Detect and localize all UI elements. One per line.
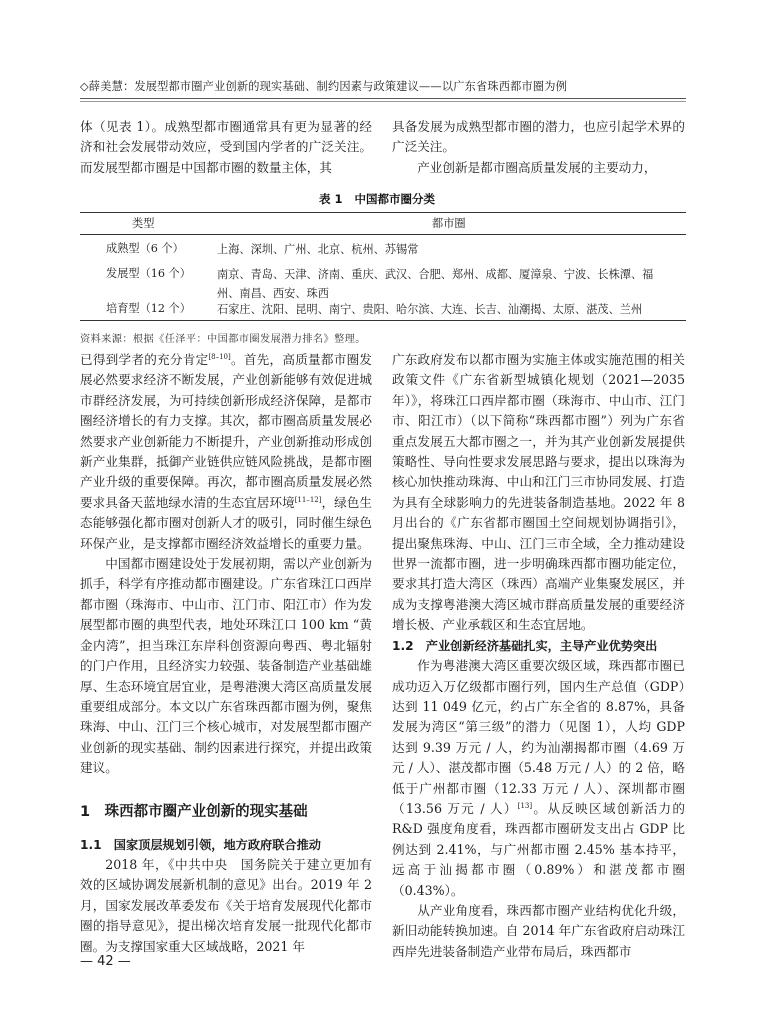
paragraph: 中国都市圈建设处于发展初期，需以产业创新为抓手，科学有序推动都市圈建设。广东省珠江口西岸都市圈（珠海市、中山市、江门市、阳江市）作为发展型都市圈的典型代表，地处环珠江口 100 km “黄金内湾”，担当珠江东岸科创资源向粤西、粤北辐射的门户作用，且经济实力较强、装备制造产业基础雄厚、生态环境宜居宜业，是粤港澳大湾区高质量发展重要组成部分。本文以广东省珠西都市圈为例，聚焦珠海、中山、江门三个核心城市，对发展型都市圈产业创新的现实基础、制约因素进行探究，并提出政策建议。: [80, 556, 372, 776]
table-cell-type: 发展型（16 个）: [106, 267, 191, 280]
paragraph: [80, 350, 372, 554]
paragraph: 产业创新是都市圈高质量发展的主要动力，: [417, 159, 657, 175]
subsection-title: 1.2 产业创新经济基础扎实，主导产业优势突出: [392, 638, 658, 653]
paragraph: 具备发展为成熟型都市圈的潜力，也应引起学术界的广泛关注。: [392, 119, 685, 155]
table-cell-type: 成熟型（6 个）: [106, 242, 184, 255]
top-left-column: [80, 117, 372, 178]
running-header: ◇薛美慧：发展型都市圈产业创新的现实基础、制约因素与政策建议——以广东省珠西都市圈为例: [80, 80, 568, 93]
table-top-rule: [80, 212, 686, 213]
table-header-cities: 都市圈: [432, 217, 466, 230]
table-cell-cities: 上海、深圳、广州、北京、杭州、苏锡常: [217, 243, 419, 256]
citation: [11–12]: [294, 495, 322, 504]
top-right-column: [392, 117, 685, 178]
citation: [8–10]: [208, 353, 231, 361]
section-title: 1 珠西都市圈产业创新的现实基础: [80, 803, 308, 820]
table-number: 表 1: [318, 192, 343, 206]
subsection-title: 1.1 国家顶层规划引领，地方政府联合推动: [80, 837, 321, 852]
paragraph: 2018 年，《中共中央 国务院关于建立更加有效的区域协调发展新机制的意见》出台。2019 年 2 月，国家发展改革委发布《关于培育发展现代化都市圈的指导意见》，提出梯次培育发展一批现代化都市圈。为支撑国家重大区域战略，2021 年: [80, 856, 372, 954]
header-rule-thin: [80, 101, 686, 102]
citation: [13]: [517, 801, 533, 810]
table-header-type: 类型: [132, 217, 155, 230]
table-bottom-rule: [80, 320, 686, 321]
text-run: 已得到学者的充分肯定: [80, 352, 209, 367]
right-column: [392, 350, 685, 962]
left-column: [80, 350, 372, 957]
paragraph: [392, 656, 685, 901]
table-cell-cities: 石家庄、沈阳、昆明、南宁、贵阳、哈尔滨、大连、长吉、汕潮揭、太原、湛茂、兰州: [217, 303, 643, 316]
paragraph: 从产业角度看，珠西都市圈产业结构优化升级，新旧动能转换加速。自 2014 年广东省政府启动珠江西岸先进装备制造产业带布局后，珠西都市: [392, 902, 685, 959]
text-run: ，绿色生态能够强化都市圈对创新人才的吸引，同时催生绿色环保产业，是支撑都市圈经济效益增长的重要力量。: [80, 494, 373, 551]
paragraph: 体（见表 1）。成熟型都市圈通常具有更为显著的经济和社会发展带动效应，受到国内学者的广泛关注。而发展型都市圈是中国都市圈的数量主体，其: [80, 119, 372, 175]
header-rule: [80, 98, 686, 99]
paragraph: 广东政府发布以都市圈为实施主体或实施范围的相关政策文件《广东省新型城镇化规划（2021—2035 年）》，将珠江口西岸都市圈（珠海市、中山市、江门市、阳江市）（以下简称“珠西都市圈”）列为广东省重点发展五大都市圈之一，并为其产业创新发展提供策略性、导向性要求发展思路与要求，提出以珠海为核心加快推动珠海、中山和江门三市协同发展、打造为具有全球影响力的先进装备制造基地。2022 年 8 月出台的《广东省都市圈国土空间规划协调指引》，提出聚焦珠海、中山、江门三市全域，全力推动建设世界一流都市圈，进一步明确珠西都市圈功能定位，要求其打造大湾区（珠西）高端产业集聚发展区，并成为支撑粤港澳大湾区城市群高质量发展的重要经济增长极、产业承载区和生态宜居地。: [392, 352, 685, 633]
page-number: — 42 —: [80, 954, 131, 969]
text-run: 作为粤港澳大湾区重要次级区域，珠西都市圈已成功迈入万亿级都市圈行列，国内生产总值（GDP）达到 11 049 亿元，约占广东全省的 8.87%，具备发展为湾区“第三级”的潜力（见图 1），人均 GDP 达到 9.39 万元 / 人，约为汕潮揭都市圈（4.69 万元 / 人）、湛茂都市圈（5.48 万元 / 人）的 2 倍，略低于广州都市圈（12.33 万元 / 人）、深圳都市圈（13.56 万元 / 人）: [392, 658, 685, 816]
table-caption: [80, 191, 686, 207]
table-header-rule: [80, 234, 686, 235]
table-cell-type: 培育型（12 个）: [106, 302, 191, 315]
text-run: 。从反映区域创新活力的 R&D 强度角度看，珠西都市圈研发支出占 GDP 比例达到 2.41%，与广州都市圈 2.45% 基本持平，远高于汕揭都市圈（0.89%）和湛茂都市圈（0.43%）。: [392, 800, 686, 898]
text-run: 。首先，高质量都市圈发展必然要求经济不断发展，产业创新能够有效促进城市群经济发展，为可持续创新形成经济保障，是都市圈经济增长的有力支撑。其次，都市圈高质量发展必然要求产业创新能力不断提升，产业创新推动形成创新产业集群，抵御产业链供应链风险挑战，是都市圈产业升级的重要保障。再次，都市圈高质量发展必然要求具备天蓝地绿水清的生态宜居环境: [80, 352, 373, 510]
table-source-note: 资料来源：根据《任泽平：中国都市圈发展潜力排名》整理。: [80, 334, 366, 345]
table-title: 中国都市圈分类: [354, 192, 435, 206]
table-cell-cities: 南京、青岛、天津、济南、重庆、武汉、合肥、郑州、成都、厦漳泉、宁波、长株潭、福州、南昌、西安、珠西: [217, 268, 654, 300]
